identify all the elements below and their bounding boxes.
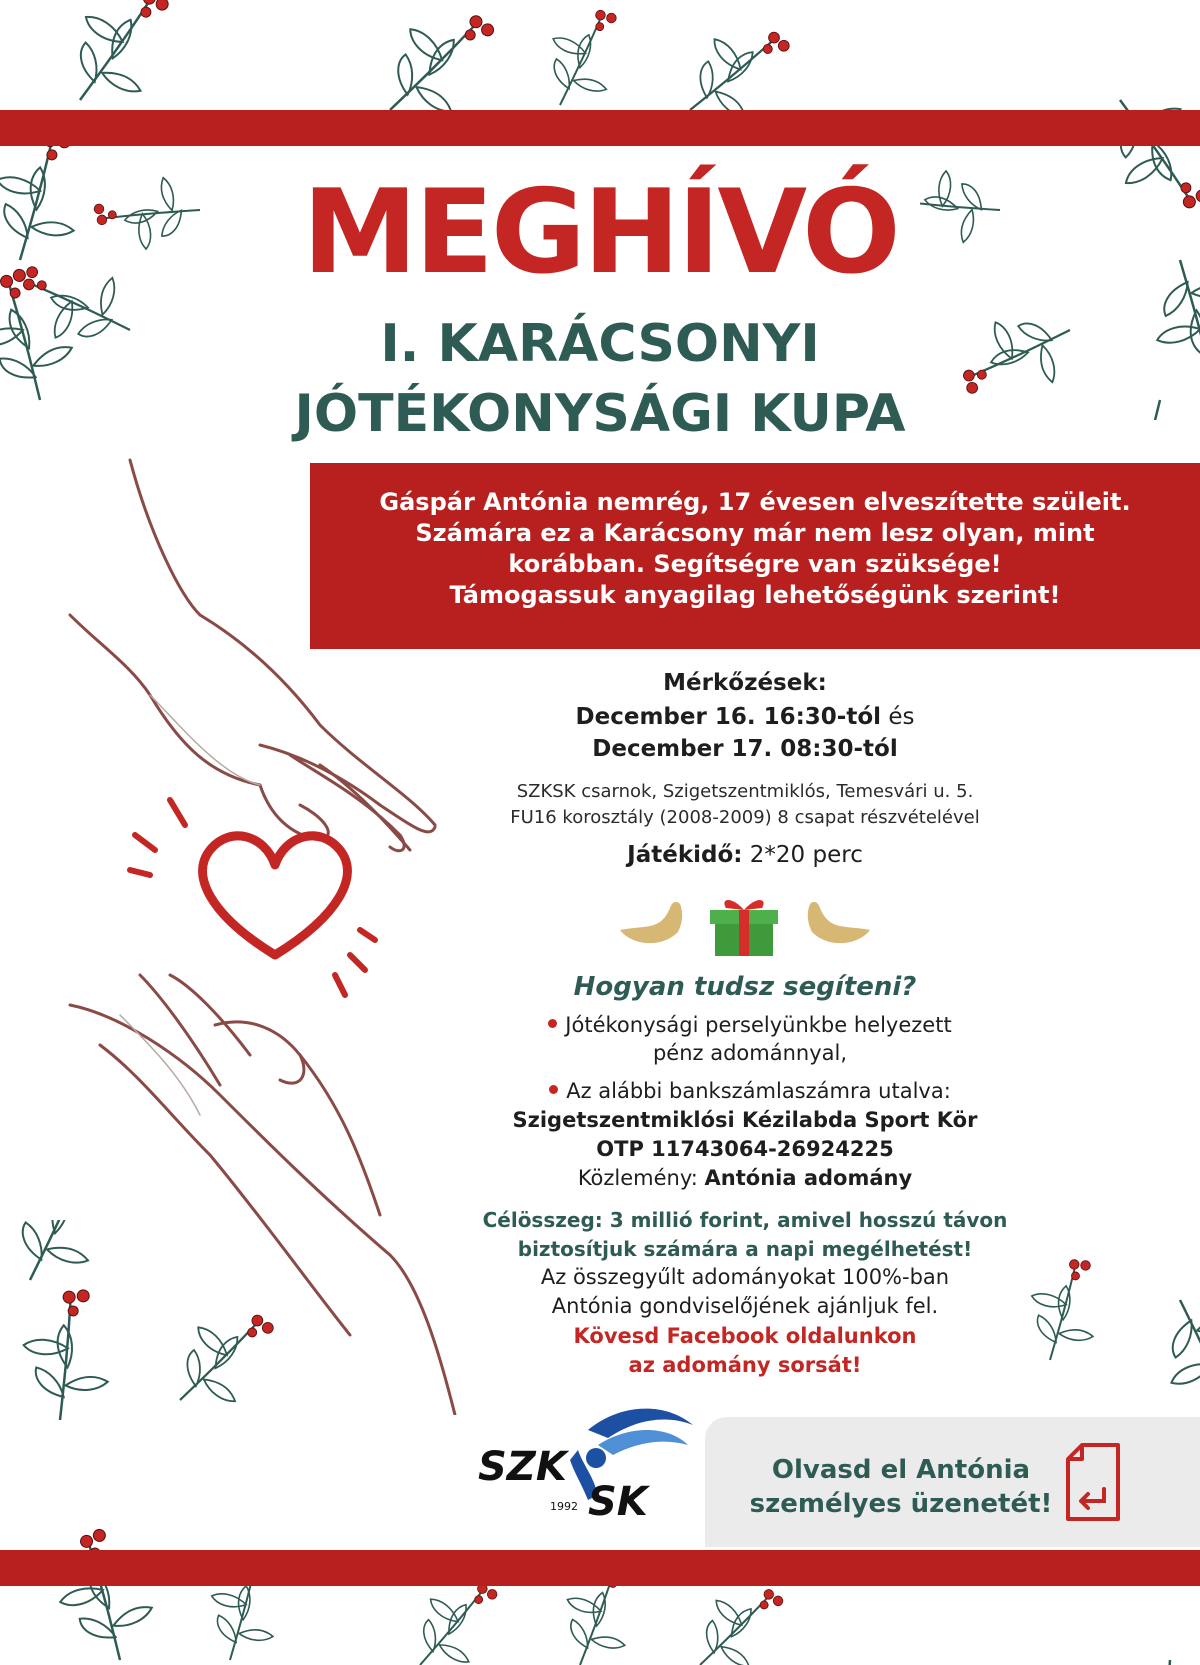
logo-right-text: SK <box>588 1479 648 1525</box>
help-heading: Hogyan tudsz segíteni? <box>573 972 917 1002</box>
help-bullet-2 <box>450 1079 1050 1103</box>
matches-heading: Mérkőzések: <box>663 670 827 696</box>
help-bullet-1 <box>450 1013 1050 1037</box>
facebook-follow-line-1: Kövesd Facebook oldalunkon <box>573 1324 917 1348</box>
transfer-note-value: Antónia adomány <box>704 1166 913 1190</box>
heart-icon <box>203 836 348 955</box>
appeal-line: Gáspár Antónia nemrég, 17 évesen elveszítette szüleit. <box>379 488 1131 516</box>
szksk-logo <box>478 1400 708 1530</box>
game-time-label: Játékidő: <box>627 842 743 868</box>
help-bullet-2-text: Az alábbi bankszámlaszámra utalva: <box>566 1079 951 1103</box>
age-group-text: FU16 korosztály (2008-2009) 8 csapat részvételével <box>510 807 980 828</box>
page-title: MEGHÍVÓ <box>302 165 898 300</box>
match-date-1-text: December 16. 16:30-tól <box>575 704 882 730</box>
gift-icon <box>710 900 778 956</box>
appeal-line: Támogassuk anyagilag lehetőségünk szerint! <box>449 581 1061 609</box>
appeal-line: Számára ez a Karácsony már nem lesz olyan, mint <box>415 519 1095 547</box>
read-message-button[interactable] <box>705 1417 1200 1547</box>
appeal-line: korábban. Segítségre van szüksége! <box>508 550 1002 578</box>
facebook-follow-line-2: az adomány sorsát! <box>628 1353 862 1377</box>
goal-line-4: Antónia gondviselőjének ajánljuk fel. <box>551 1294 939 1318</box>
match-date-1 <box>430 704 1060 730</box>
event-title-line2: JÓTÉKONYSÁGI KUPA <box>294 384 906 444</box>
game-time-value: 2*20 perc <box>749 842 863 868</box>
top-red-band <box>0 110 1200 146</box>
holly-decoration-bottom-center <box>380 1580 820 1665</box>
goal-line-3: Az összegyűlt adományokat 100%-ban <box>540 1265 950 1289</box>
help-bullet-1-line1: Jótékonysági perselyünkbe helyezett <box>565 1013 952 1037</box>
logo-left-text: SZK <box>478 1444 567 1490</box>
bullet-dot-icon <box>548 1019 557 1028</box>
document-icon <box>1060 1441 1130 1527</box>
goal-line-1: Célösszeg: 3 millió forint, amivel hosszú távon <box>482 1208 1008 1232</box>
match-date-2: December 17. 08:30-tól <box>592 736 898 762</box>
venue-text: SZKSK csarnok, Szigetszentmiklós, Temesvári u. 5. <box>516 781 974 802</box>
bullet-dot-icon <box>549 1085 558 1094</box>
holly-decoration-top-center <box>360 0 840 110</box>
logo-year-text: 1992 <box>550 1500 578 1513</box>
game-time <box>430 842 1060 868</box>
help-bullet-1-cont: pénz adománnyal, <box>652 1041 848 1065</box>
read-message-line2: személyes üzenetét! <box>749 1489 1053 1519</box>
dove-icon <box>620 902 682 943</box>
christmas-icons-row <box>610 892 880 958</box>
goal-line-2: biztosítjuk számára a napi megélhetést! <box>517 1237 973 1261</box>
match-date-join: és <box>888 704 915 730</box>
dove-icon <box>808 902 870 943</box>
transfer-note <box>430 1166 1060 1190</box>
read-message-line1: Olvasd el Antónia <box>771 1455 1031 1485</box>
event-title-line1: I. KARÁCSONYI <box>380 314 820 374</box>
appeal-box <box>310 463 1200 649</box>
transfer-note-label: Közlemény: <box>577 1166 698 1190</box>
bank-account-number: OTP 11743064-26924225 <box>596 1137 894 1161</box>
bottom-red-band <box>0 1550 1200 1586</box>
bank-account-holder: Szigetszentmiklósi Kézilabda Sport Kör <box>512 1108 978 1132</box>
read-message-label <box>741 1453 1061 1521</box>
